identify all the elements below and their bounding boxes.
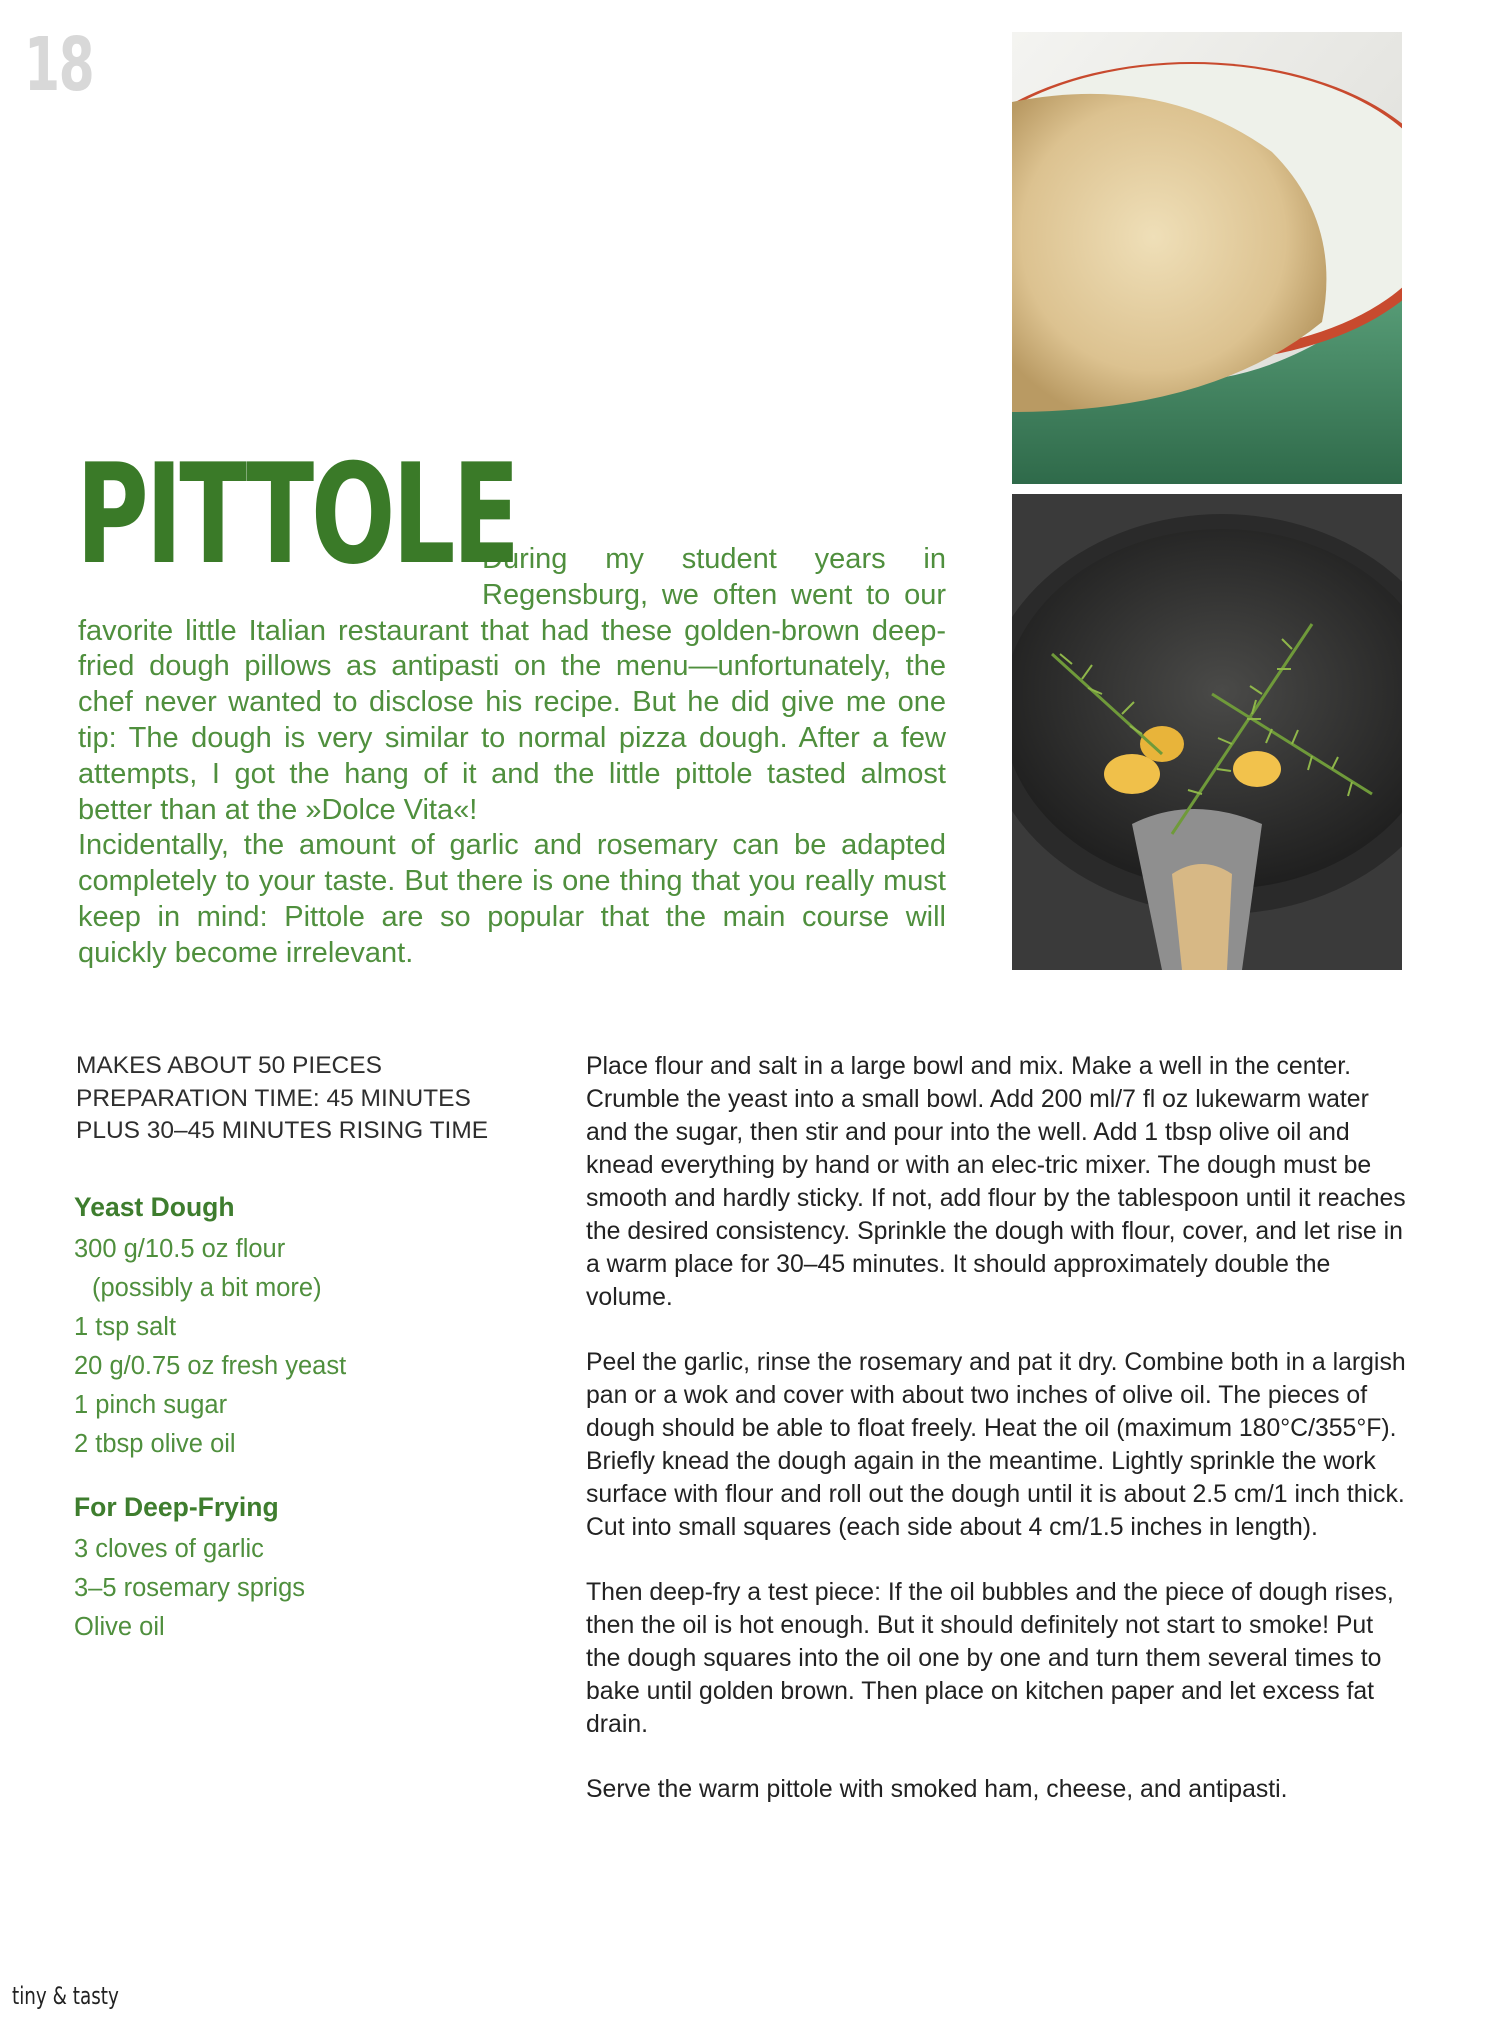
dough-bowl-photo — [1012, 32, 1402, 484]
ingredient-item: (possibly a bit more) — [92, 1274, 322, 1302]
method-steps — [586, 1050, 1406, 1838]
recipe-meta — [76, 1050, 536, 1148]
ingredient-item: 2 tbsp olive oil — [74, 1430, 236, 1458]
yield-text: MAKES ABOUT 50 PIECES — [76, 1052, 382, 1079]
intro-text — [76, 434, 946, 972]
recipe-title: PITTOLE — [76, 434, 517, 595]
ingredient-item: 3–5 rosemary sprigs — [74, 1574, 306, 1602]
method-paragraph: Place flour and salt in a large bowl and mix. Make a well in the center. Crumble the yeast into a small bowl. Add 200 ml/7 fl oz lukewarm water and the sugar, then stir and pour into the well. Add 1 tbsp olive oil and knead everything by hand or with an elec-tric mixer. The dough must be smooth and hardly sticky. If not, add flour by the tablespoon until it reaches the desired consistency. Sprinkle the dough with flour, cover, and let rise in a warm place for 30–45 minutes. It should approximately double the volume. — [586, 1053, 1406, 1311]
pan-garlic-rosemary-photo — [1012, 494, 1402, 970]
ingredient-heading: Yeast Dough — [74, 1192, 235, 1222]
rising-time-text: PLUS 30–45 MINUTES RISING TIME — [76, 1117, 489, 1144]
ingredient-item: 3 cloves of garlic — [74, 1535, 264, 1563]
ingredient-item: 20 g/0.75 oz fresh yeast — [74, 1352, 347, 1380]
prep-time-text: PREPARATION TIME: 45 MINUTES — [76, 1084, 471, 1112]
ingredients — [74, 1190, 534, 1647]
book-title-footer: tiny & tasty — [12, 1982, 119, 2010]
page-number: 18 — [24, 22, 94, 108]
method-paragraph: Then deep-fry a test piece: If the oil bubbles and the piece of dough rises, then the oil is hot enough. But it should definitely not start to smoke! Put the dough squares into the oil one by one and turn them several times to bake until golden brown. Then place on kitchen paper and let excess fat drain. — [586, 1579, 1394, 1738]
intro-paragraph-1: During my student years in Regensburg, we often went to our favorite little Italian restaurant that had these golden-brown deep-fried dough pillows as antipasti on the menu—unfortunately, the chef never wanted to disclose his recipe. But he did give me one tip: The dough is very similar to normal pizza dough. After a few attempts, I got the hang of it and the little pittole tasted almost better than at the »Dolce Vita«! — [78, 543, 946, 826]
ingredient-item: 300 g/10.5 oz flour — [74, 1235, 286, 1263]
ingredient-item: 1 tsp salt — [74, 1313, 177, 1341]
method-paragraph: Serve the warm pittole with smoked ham, cheese, and antipasti. — [586, 1776, 1288, 1803]
intro-paragraph-2: Incidentally, the amount of garlic and rosemary can be adapted completely to your taste. But there is one thing that you really must keep in mind: Pittole are so popular that the main course will quickly become irrelevant. — [78, 829, 946, 969]
method-paragraph: Peel the garlic, rinse the rosemary and pat it dry. Combine both in a largish pan or a wok and cover with about two inches of olive oil. The pieces of dough should be able to float freely. Heat the oil (maximum 180°C/355°F). Briefly knead the dough again in the meantime. Lightly sprinkle the work surface with flour and roll out the dough until it is about 2.5 cm/1 inch thick. Cut into small squares (each side about 4 cm/1.5 inches in length). — [586, 1349, 1406, 1541]
ingredient-group-deep-frying — [74, 1490, 534, 1647]
ingredient-item: Olive oil — [74, 1613, 165, 1641]
ingredient-item: 1 pinch sugar — [74, 1391, 228, 1419]
ingredient-heading: For Deep-Frying — [74, 1492, 279, 1522]
ingredient-group-yeast-dough — [74, 1190, 534, 1464]
